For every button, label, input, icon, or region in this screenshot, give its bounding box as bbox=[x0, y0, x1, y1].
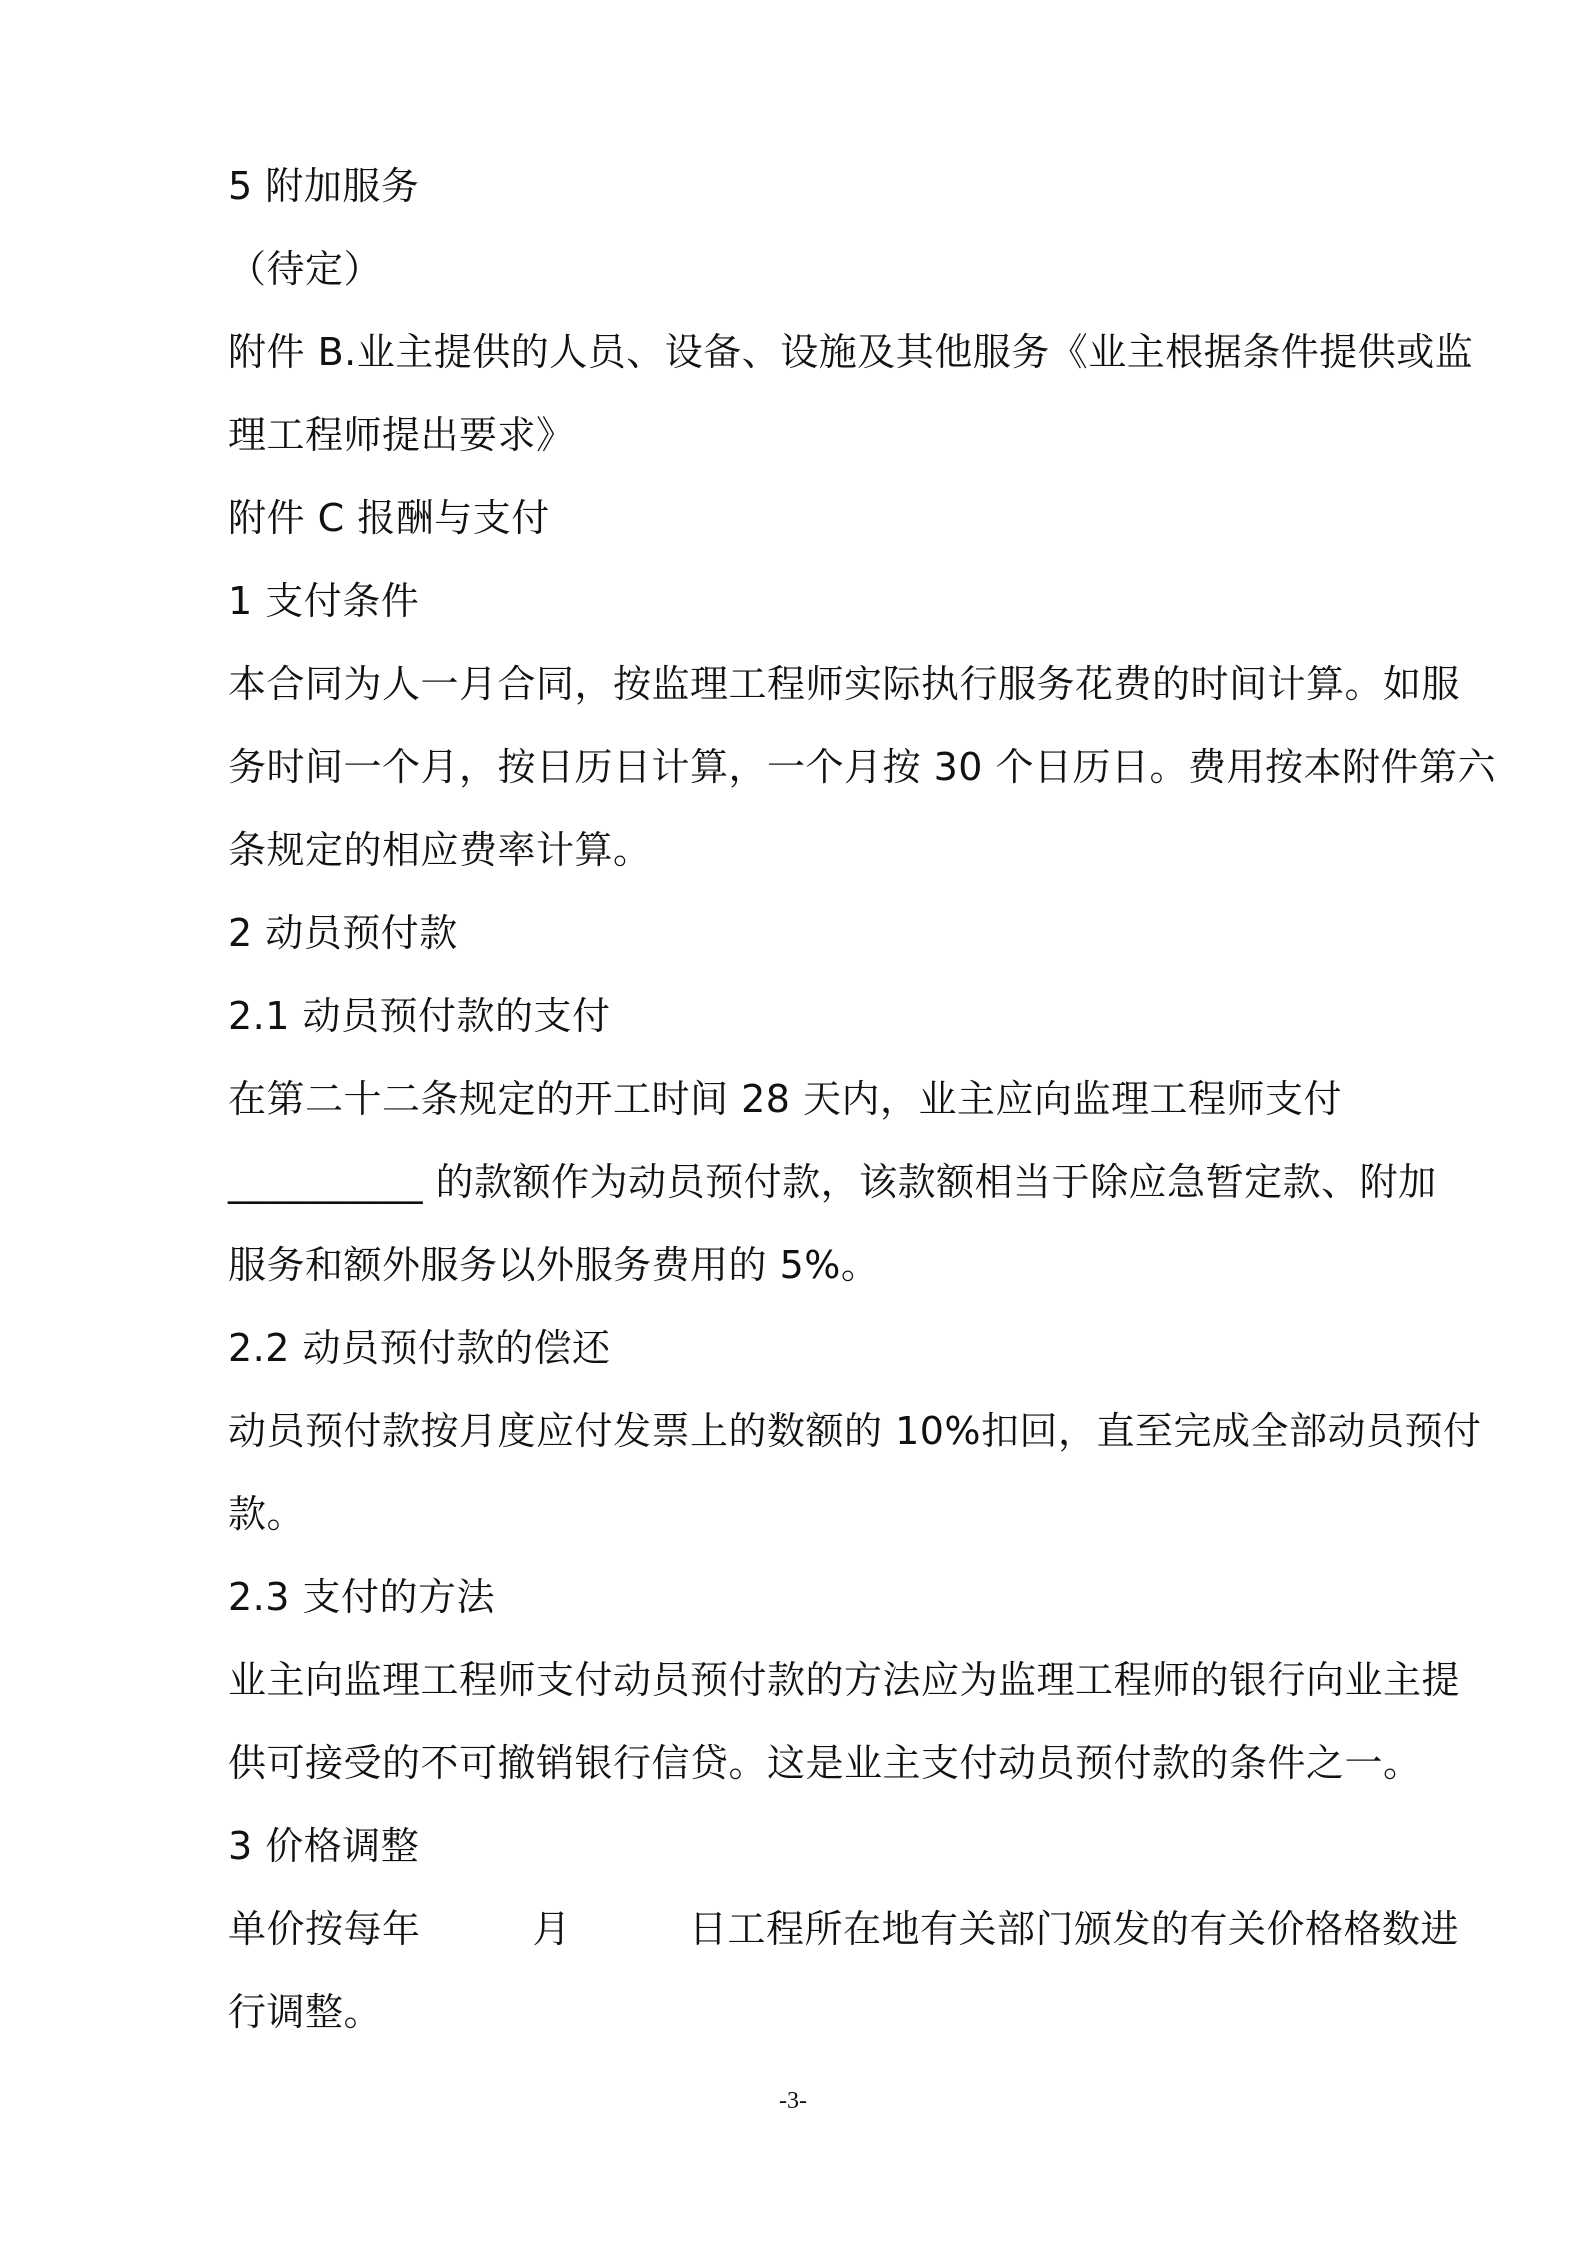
paragraph-line: 务时间一个月，按日历日计算，一个月按 30 个日历日。费用按本附件第六 bbox=[228, 745, 1497, 789]
paragraph-line: 供可接受的不可撤销银行信贷。这是业主支付动员预付款的条件之一。 bbox=[228, 1741, 1422, 1785]
paragraph-line: 业主向监理工程师支付动员预付款的方法应为监理工程师的银行向业主提 bbox=[228, 1658, 1461, 1702]
section-heading: 2.3 支付的方法 bbox=[228, 1575, 496, 1619]
paragraph-line: 理工程师提出要求》 bbox=[228, 413, 575, 457]
paragraph-line: 款。 bbox=[228, 1492, 306, 1536]
paragraph-line: 条规定的相应费率计算。 bbox=[228, 828, 652, 872]
paragraph-line: 行调整。 bbox=[228, 1990, 383, 2034]
paragraph-line: （待定） bbox=[228, 247, 383, 291]
paragraph-line: 服务和额外服务以外服务费用的 5%。 bbox=[228, 1243, 880, 1287]
section-heading: 附件 C 报酬与支付 bbox=[228, 496, 550, 540]
paragraph-line: 本合同为人一月合同，按监理工程师实际执行服务花费的时间计算。如服 bbox=[228, 662, 1461, 706]
paragraph-line: 动员预付款按月度应付发票上的数额的 10%扣回，直至完成全部动员预付 bbox=[228, 1409, 1482, 1453]
section-heading: 2.1 动员预付款的支付 bbox=[228, 994, 611, 1038]
price-line-part-2: 月 bbox=[532, 1907, 572, 1951]
section-heading: 1 支付条件 bbox=[228, 579, 420, 623]
price-line-part-1: 单价按每年 bbox=[228, 1907, 421, 1951]
section-heading: 2.2 动员预付款的偿还 bbox=[228, 1326, 611, 1370]
section-heading: 3 价格调整 bbox=[228, 1824, 420, 1868]
price-line-part-3: 日工程所在地有关部门颁发的有关价格格数进 bbox=[689, 1907, 1460, 1951]
price-adjustment-line bbox=[228, 1903, 1468, 1955]
paragraph-line: __________ 的款额作为动员预付款，该款额相当于除应急暂定款、附加 bbox=[228, 1160, 1437, 1204]
section-heading: 2 动员预付款 bbox=[228, 911, 458, 955]
paragraph-line: 附件 B.业主提供的人员、设备、设施及其他服务《业主根据条件提供或监 bbox=[228, 330, 1474, 374]
page-number: -3- bbox=[779, 2088, 807, 2114]
paragraph-line: 在第二十二条规定的开工时间 28 天内，业主应向监理工程师支付 bbox=[228, 1077, 1343, 1121]
section-heading: 5 附加服务 bbox=[228, 164, 420, 208]
